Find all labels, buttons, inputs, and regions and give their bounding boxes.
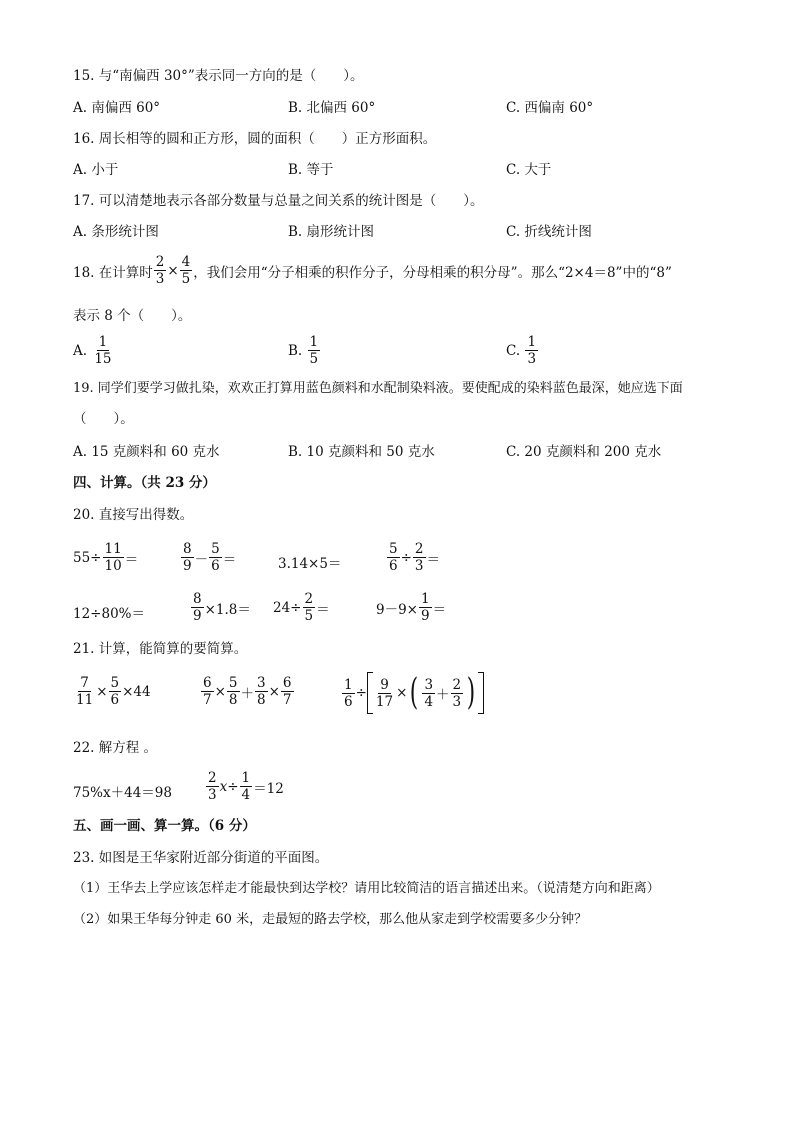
q16-stem: 16. 周长相等的圆和正方形，圆的面积（ ）正方形面积。 — [73, 131, 437, 147]
q15-option-c: C. 西偏南 60° — [506, 100, 594, 116]
q20-e2-fraction-1: 8 9 — [183, 541, 192, 574]
q18-fraction-1: $\frac{2}{3}$ — [155, 254, 165, 287]
q21-e1-fraction-1: $\frac{7}{11}$ — [76, 675, 94, 708]
q20-expr-4 — [386, 541, 440, 574]
q18-option-a — [73, 334, 115, 367]
q21-e2-fraction-4: $\frac{6}{7}$ — [282, 675, 292, 708]
q20-e3-text: 3.14×5＝ — [278, 556, 342, 572]
q21-e3-op1: ÷ — [355, 685, 367, 701]
q20-e8-a: 9－9× — [376, 601, 418, 618]
q18-option-b — [288, 334, 321, 367]
q20-expr-8 — [376, 591, 446, 624]
q20-e8-fraction: $\frac{1}{9}$ — [421, 591, 430, 624]
q22-e2-eq: ＝12 — [253, 780, 284, 797]
q21-e2-fraction-3: $\frac{3}{8}$ — [257, 675, 266, 708]
q18-c-label: C. — [506, 342, 521, 359]
q22-e2-fraction-1: 2 3 — [208, 770, 217, 803]
q20-e6-rest: ×1.8＝ — [204, 601, 251, 618]
q18-stem — [73, 254, 672, 287]
q16-option-c: C. 大于 — [506, 162, 552, 178]
q20-e6-fraction: $\frac{8}{9}$ — [193, 591, 202, 624]
q18-times: × — [167, 262, 179, 279]
q21-expr-3 — [341, 672, 484, 714]
q18-suffix: ，我们会用“分子相乘的积作分子，分母相乘的积分母”。那么“2×4＝8”中的“8” — [193, 264, 672, 281]
q16-option-b: B. 等于 — [288, 162, 334, 178]
q23-part-1: （1）王华去上学应该怎样走才能最快到达学校？请用比较简洁的语言描述出来。（说清楚方向和距离） — [73, 881, 660, 896]
q18-c-fraction: 1 3 — [527, 334, 537, 367]
q22-e2-fraction-2: $\frac{1}{4}$ — [241, 770, 251, 803]
q21-e1-fraction-2: $\frac{5}{6}$ — [110, 675, 120, 708]
q20-e1-eq: ＝ — [124, 551, 139, 568]
q21-e3-op3: ＋ — [436, 687, 450, 703]
q22-e2-x: x — [219, 778, 228, 795]
q19-option-b: B. 10 克颜料和 50 克水 — [288, 444, 435, 460]
q21-e3-fraction-3: 3 4 — [424, 676, 434, 710]
left-parenthesis: ( — [410, 672, 419, 713]
q18-prefix: 18. 在计算时 — [73, 264, 153, 281]
q20-stem: 20. 直接写出得数。 — [73, 507, 194, 523]
section5-title: 五、画一画、算一算。（6 分） — [73, 818, 256, 834]
q20-expr-5 — [73, 602, 145, 622]
q15-stem: 15. 与“南偏西 30°”表示同一方向的是（ ）。 — [73, 68, 364, 84]
q18-b-label: B. — [288, 342, 303, 359]
q23-stem: 23. 如图是王华家附近部分街道的平面图。 — [73, 850, 329, 866]
q21-e3-fraction-4: 2 3 — [452, 676, 462, 710]
q19-stem: 19. 同学们要学习做扎染，欢欢正打算用蓝色颜料和水配制染料液。要使配成的染料蓝色最深，她应选下面 — [73, 381, 683, 396]
q18-line2: 表示 8 个（ ）。 — [73, 308, 192, 324]
q21-stem: 21. 计算，能简算的要简算。 — [73, 641, 248, 657]
q20-e4-op: ÷ — [400, 549, 412, 566]
q21-expr-2 — [200, 675, 295, 708]
q17-option-c: C. 折线统计图 — [506, 224, 592, 240]
q21-e2-fraction-1: $\frac{6}{7}$ — [203, 675, 212, 708]
q22-e2-op: ÷ — [227, 778, 239, 795]
q19-option-a: A. 15 克颜料和 60 克水 — [73, 444, 220, 460]
q20-expr-6 — [190, 591, 251, 624]
q20-e7-eq: ＝ — [316, 601, 330, 618]
q20-e1-a: 55÷ — [73, 549, 102, 566]
q18-a-fraction: 1 15 — [94, 334, 112, 367]
section4-title: 四、计算。（共 23 分） — [73, 475, 216, 491]
q21-e2-op2: ＋ — [240, 685, 254, 702]
q21-e3-fraction-1: $\frac{1}{6}$ — [344, 676, 353, 710]
right-parenthesis: ) — [466, 672, 476, 713]
q20-e2-op: － — [194, 551, 209, 568]
q21-e3-fraction-2: $\frac{9}{17}$ — [375, 676, 394, 710]
q20-e4-fraction-1: $\frac{5}{6}$ — [389, 541, 398, 574]
q21-expr-1 — [73, 675, 151, 708]
q21-e3-op2: × — [396, 685, 408, 701]
q20-e1-fraction: $\frac{11}{10}$ — [104, 541, 122, 574]
q17-option-b: B. 扇形统计图 — [288, 224, 375, 240]
q20-e2-fraction-2: 5 6 — [211, 541, 220, 574]
q20-expr-1 — [73, 541, 138, 574]
left-square-bracket — [367, 672, 373, 714]
q22-equation-2 — [205, 770, 284, 803]
q15-option-a: A. 南偏西 60° — [73, 100, 161, 116]
q23-part-2: （2）如果王华每分钟走 60 米，走最短的路去学校，那么他从家走到学校需要多少分钟？ — [73, 912, 588, 927]
q21-e2-op3: × — [268, 683, 280, 700]
q21-e2-op1: × — [214, 683, 226, 700]
q21-e1-op1: × — [96, 683, 108, 700]
q20-expr-7 — [273, 591, 330, 624]
q20-expr-2 — [180, 541, 236, 574]
q15-option-b: B. 北偏西 60° — [288, 100, 376, 116]
q17-stem: 17. 可以清楚地表示各部分数量与总量之间关系的统计图是（ ）。 — [73, 193, 484, 209]
q19-option-c: C. 20 克颜料和 200 克水 — [506, 444, 662, 460]
q18-fraction-2: $\frac{4}{5}$ — [181, 254, 191, 287]
q21-e2-fraction-2: $\frac{5}{8}$ — [228, 675, 238, 708]
q22-stem: 22. 解方程 。 — [73, 740, 158, 756]
right-square-bracket — [478, 672, 484, 714]
q20-e7-fraction: $\frac{2}{5}$ — [304, 591, 314, 624]
q20-e4-eq: ＝ — [426, 551, 440, 568]
q19-line2: （ ）。 — [73, 411, 134, 427]
q18-option-c — [506, 334, 539, 367]
q20-expr-3 — [278, 552, 341, 572]
q21-e1-rest: ×44 — [122, 683, 151, 700]
q20-e7-a: 24÷ — [273, 599, 302, 616]
q22-e1-text: 75%x＋44＝98 — [73, 785, 172, 801]
q18-b-fraction: 1 5 — [309, 334, 319, 367]
q16-option-a: A. 小于 — [73, 162, 119, 178]
q18-a-label: A. — [73, 342, 88, 359]
q17-option-a: A. 条形统计图 — [73, 224, 159, 240]
q20-e8-eq: ＝ — [432, 601, 447, 618]
q20-e2-eq: ＝ — [222, 551, 237, 568]
q22-equation-1 — [73, 781, 172, 801]
q20-e5-text: 12÷80%＝ — [73, 606, 145, 622]
q20-e4-fraction-2: $\frac{2}{3}$ — [414, 541, 424, 574]
